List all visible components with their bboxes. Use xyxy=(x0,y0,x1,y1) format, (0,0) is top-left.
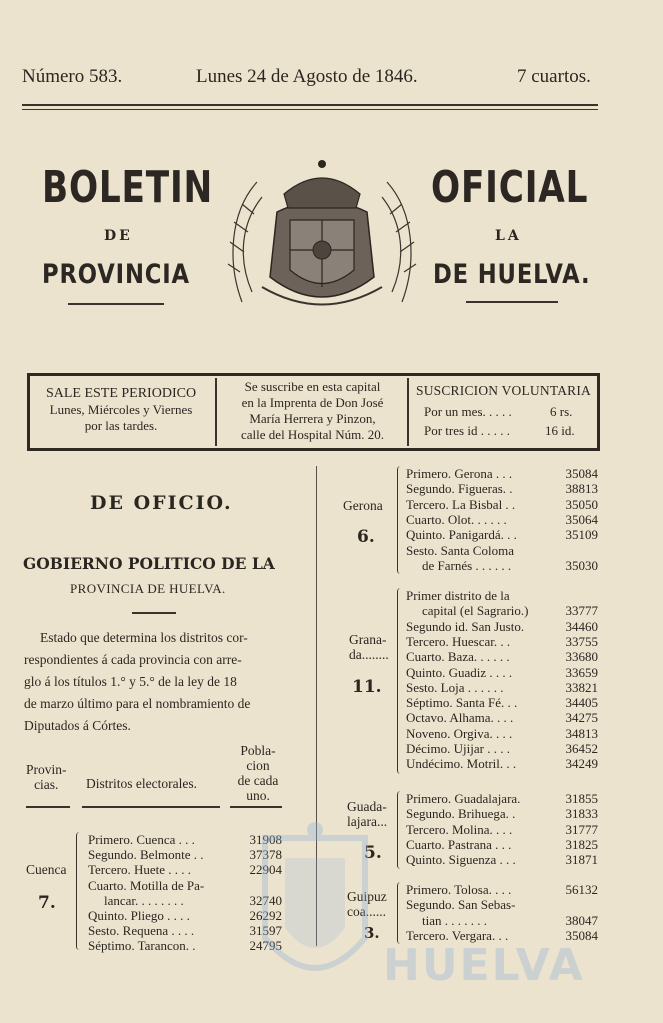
masthead-la: LA xyxy=(495,228,522,244)
province-guipuzcoa-count: 3. xyxy=(364,924,380,942)
district-name: tian . . . . . . . xyxy=(422,912,487,928)
district-name: Séptimo. Tarancon. . xyxy=(88,938,196,954)
district-row xyxy=(88,923,282,938)
district-name: Segundo. Belmonte . . xyxy=(88,847,204,863)
district-name: Primer distrito de la xyxy=(406,588,510,603)
district-population: 38813 xyxy=(565,481,598,497)
district-row xyxy=(406,680,598,695)
issue-date: Lunes 24 de Agosto de 1846. xyxy=(196,66,418,87)
district-name: Segundo. Figueras. . xyxy=(406,481,513,497)
place-line-3: María Herrera y Pinzon, xyxy=(249,411,376,426)
periodicity-time: por las tardes. xyxy=(84,418,158,433)
subscription-col-periodicity xyxy=(30,386,212,434)
district-population: 34405 xyxy=(565,695,598,711)
subscription-col-place xyxy=(220,379,405,443)
district-population: 31833 xyxy=(565,806,598,822)
district-name: capital (el Sagrario.) xyxy=(422,603,529,619)
district-name: Primero. Gerona . . . xyxy=(406,466,513,481)
district-name: lancar. . . . . . . . xyxy=(104,892,184,908)
gerona-brace xyxy=(397,466,404,574)
district-population: 31908 xyxy=(249,832,282,847)
district-population: 31597 xyxy=(249,923,282,939)
place-line-2: en la Imprenta de Don José xyxy=(241,395,384,410)
province-cuenca-count: 7. xyxy=(38,893,56,913)
district-row xyxy=(406,741,598,756)
header-poblacion: Pobla- cion de cada uno. xyxy=(237,743,279,803)
district-population: 35064 xyxy=(565,511,598,527)
district-population: 24795 xyxy=(249,938,282,954)
district-row xyxy=(406,481,598,496)
place-line-4: calle del Hospital Núm. 20. xyxy=(241,427,384,442)
granada-brace xyxy=(397,588,404,774)
cuenca-brace xyxy=(76,832,83,950)
masthead-de: DE xyxy=(104,228,133,244)
district-row xyxy=(406,512,598,527)
district-name: Cuarto. Olot. . . . . . xyxy=(406,511,507,527)
archive-shield-icon xyxy=(255,818,375,1008)
district-name: Segundo. Brihuega. . xyxy=(406,806,516,822)
district-population: 26292 xyxy=(249,908,282,923)
district-name: Sesto. Requena . . . . xyxy=(88,923,195,939)
district-name: Noveno. Orgiva. . . . xyxy=(406,725,513,741)
article-subtitle: PROVINCIA DE HUELVA. xyxy=(70,581,226,596)
header-provincias: Provin- cias. xyxy=(26,762,67,792)
district-population: 33821 xyxy=(565,679,598,695)
district-population: 37378 xyxy=(249,847,282,863)
district-population: 22904 xyxy=(249,862,282,878)
district-population: 31777 xyxy=(565,821,598,837)
table-rule-1 xyxy=(26,806,70,808)
district-row xyxy=(406,527,598,542)
district-name: Cuarto. Baza. . . . . . xyxy=(406,649,510,665)
district-row xyxy=(406,710,598,725)
price-row-2-label: Por tres id . . . . . xyxy=(424,423,510,438)
paragraph-line-5: Diputados á Córtes. xyxy=(24,718,131,733)
district-name: Segundo id. San Justo. xyxy=(406,618,525,634)
title-rule xyxy=(132,612,176,614)
district-row xyxy=(88,862,282,877)
district-row xyxy=(406,695,598,710)
box-divider-1 xyxy=(215,378,217,446)
district-name: Quinto. Guadiz . . . . xyxy=(406,664,513,680)
district-row xyxy=(406,791,598,806)
paragraph-line-2: respondientes á cada provincia con arre- xyxy=(24,652,242,667)
article-title: GOBIERNO POLITICO DE LA xyxy=(23,554,275,573)
province-gerona-count: 6. xyxy=(357,527,375,547)
district-row xyxy=(88,832,282,847)
masthead-oficial: OFICIAL xyxy=(431,162,589,213)
price-row-1-value: 6 rs. xyxy=(550,404,573,419)
district-population: 33755 xyxy=(565,633,598,649)
section-de-oficio: DE OFICIO. xyxy=(90,492,233,514)
district-name: de Farnés . . . . . . xyxy=(422,557,512,573)
district-population: 35050 xyxy=(565,496,598,512)
district-name: Sesto. Santa Coloma xyxy=(406,542,514,558)
district-population: 36452 xyxy=(565,741,598,756)
district-name: Cuarto. Pastrana . . . xyxy=(406,836,512,852)
district-name: Quinto. Pliego . . . . xyxy=(88,908,190,923)
prices-title: SUSCRICION VOLUNTARIA xyxy=(415,383,591,398)
ornament-left xyxy=(68,303,164,305)
district-row xyxy=(88,878,282,893)
district-population: 34813 xyxy=(565,725,598,741)
district-name: Primero. Tolosa. . . . xyxy=(406,882,512,897)
place-line-1: Se suscribe en esta capital xyxy=(244,379,381,394)
header-distritos: Distritos electorales. xyxy=(86,776,197,791)
masthead-boletin: BOLETIN xyxy=(42,162,214,213)
district-row xyxy=(406,634,598,649)
coat-of-arms-icon xyxy=(222,152,422,324)
district-row xyxy=(406,726,598,741)
district-name: Primero. Cuenca . . . xyxy=(88,832,195,847)
district-row xyxy=(406,619,598,634)
district-population: 56132 xyxy=(565,882,598,897)
district-population: 32740 xyxy=(249,892,282,908)
province-granada: Grana- da........ xyxy=(349,632,389,662)
district-name: Cuarto. Motilla de Pa- xyxy=(88,877,205,893)
district-name: Octavo. Alhama. . . . xyxy=(406,710,514,726)
header-rule-bottom xyxy=(22,109,598,110)
watermark-text: HUELVA xyxy=(383,940,585,991)
district-name: Undécimo. Motril. . . xyxy=(406,756,517,772)
district-population: 31825 xyxy=(565,836,598,852)
district-row xyxy=(406,466,598,481)
price-row-2-value: 16 id. xyxy=(545,423,575,438)
district-population: 35084 xyxy=(565,466,598,481)
district-name: Tercero. Huescar. . . xyxy=(406,633,511,649)
district-population: 33659 xyxy=(565,664,598,680)
box-divider-2 xyxy=(407,378,409,446)
district-name: Segundo. San Sebas- xyxy=(406,897,516,913)
district-row xyxy=(406,756,598,771)
district-population: 34249 xyxy=(565,756,598,772)
district-row xyxy=(406,603,598,618)
issue-price: 7 cuartos. xyxy=(517,66,591,87)
province-cuenca: Cuenca xyxy=(26,862,67,877)
province-granada-count: 11. xyxy=(352,677,382,697)
district-row xyxy=(88,893,282,908)
price-row-1-label: Por un mes. . . . . xyxy=(424,404,512,419)
district-name: Tercero. Huete . . . . xyxy=(88,862,192,878)
district-row xyxy=(406,588,598,603)
province-guipuzcoa: Guipuz coa...... xyxy=(347,889,387,919)
district-population: 33680 xyxy=(565,649,598,665)
district-row xyxy=(406,558,598,573)
district-name: Tercero. Vergara. . . xyxy=(406,927,509,943)
province-guadalajara: Guada- lajara... xyxy=(347,799,388,829)
province-guadalajara-count: 5. xyxy=(364,843,382,863)
district-name: Décimo. Ujijar . . . . xyxy=(406,741,510,756)
district-population: 31855 xyxy=(565,791,598,806)
periodicity-title: SALE ESTE PERIODICO xyxy=(45,386,197,401)
periodicity-days: Lunes, Miércoles y Viernes xyxy=(49,402,193,417)
district-row xyxy=(88,847,282,862)
archive-watermark xyxy=(255,818,585,1018)
table-rule-3 xyxy=(230,806,282,808)
district-population: 35084 xyxy=(565,927,598,943)
header-rule-top xyxy=(22,104,598,106)
district-name: Tercero. Molina. . . . xyxy=(406,821,513,837)
table-rule-2 xyxy=(82,806,220,808)
province-gerona: Gerona xyxy=(343,498,383,513)
paragraph-line-3: glo á los títulos 1.° y 5.° de la ley de 18 xyxy=(24,674,237,689)
district-row xyxy=(406,649,598,664)
district-population: 31871 xyxy=(565,852,598,868)
district-population: 38047 xyxy=(565,912,598,928)
district-population: 34275 xyxy=(565,710,598,726)
district-row xyxy=(88,938,282,953)
district-population: 33777 xyxy=(565,603,598,619)
district-row xyxy=(406,665,598,680)
ornament-right xyxy=(466,301,558,303)
district-name: Primero. Guadalajara. xyxy=(406,791,521,806)
district-population: 35030 xyxy=(565,557,598,573)
paragraph-line-1: Estado que determina los distritos cor- xyxy=(40,630,248,645)
district-name: Quinto. Siguenza . . . xyxy=(406,852,516,868)
district-row xyxy=(88,908,282,923)
district-name: Tercero. La Bisbal . . xyxy=(406,496,516,512)
district-population: 35109 xyxy=(565,527,598,543)
district-name: Séptimo. Santa Fé. . . xyxy=(406,695,518,711)
masthead-de-huelva: DE HUELVA. xyxy=(433,259,591,290)
district-name: Quinto. Panigardá. . . xyxy=(406,527,517,543)
district-row xyxy=(406,543,598,558)
paragraph-line-4: de marzo último para el nombramiento de xyxy=(24,696,251,711)
masthead-provincia: PROVINCIA xyxy=(42,259,190,290)
district-population: 34460 xyxy=(565,618,598,634)
issue-number: Número 583. xyxy=(22,66,123,87)
district-name: Sesto. Loja . . . . . . xyxy=(406,679,504,695)
subscription-col-prices xyxy=(412,383,595,399)
district-row xyxy=(406,497,598,512)
